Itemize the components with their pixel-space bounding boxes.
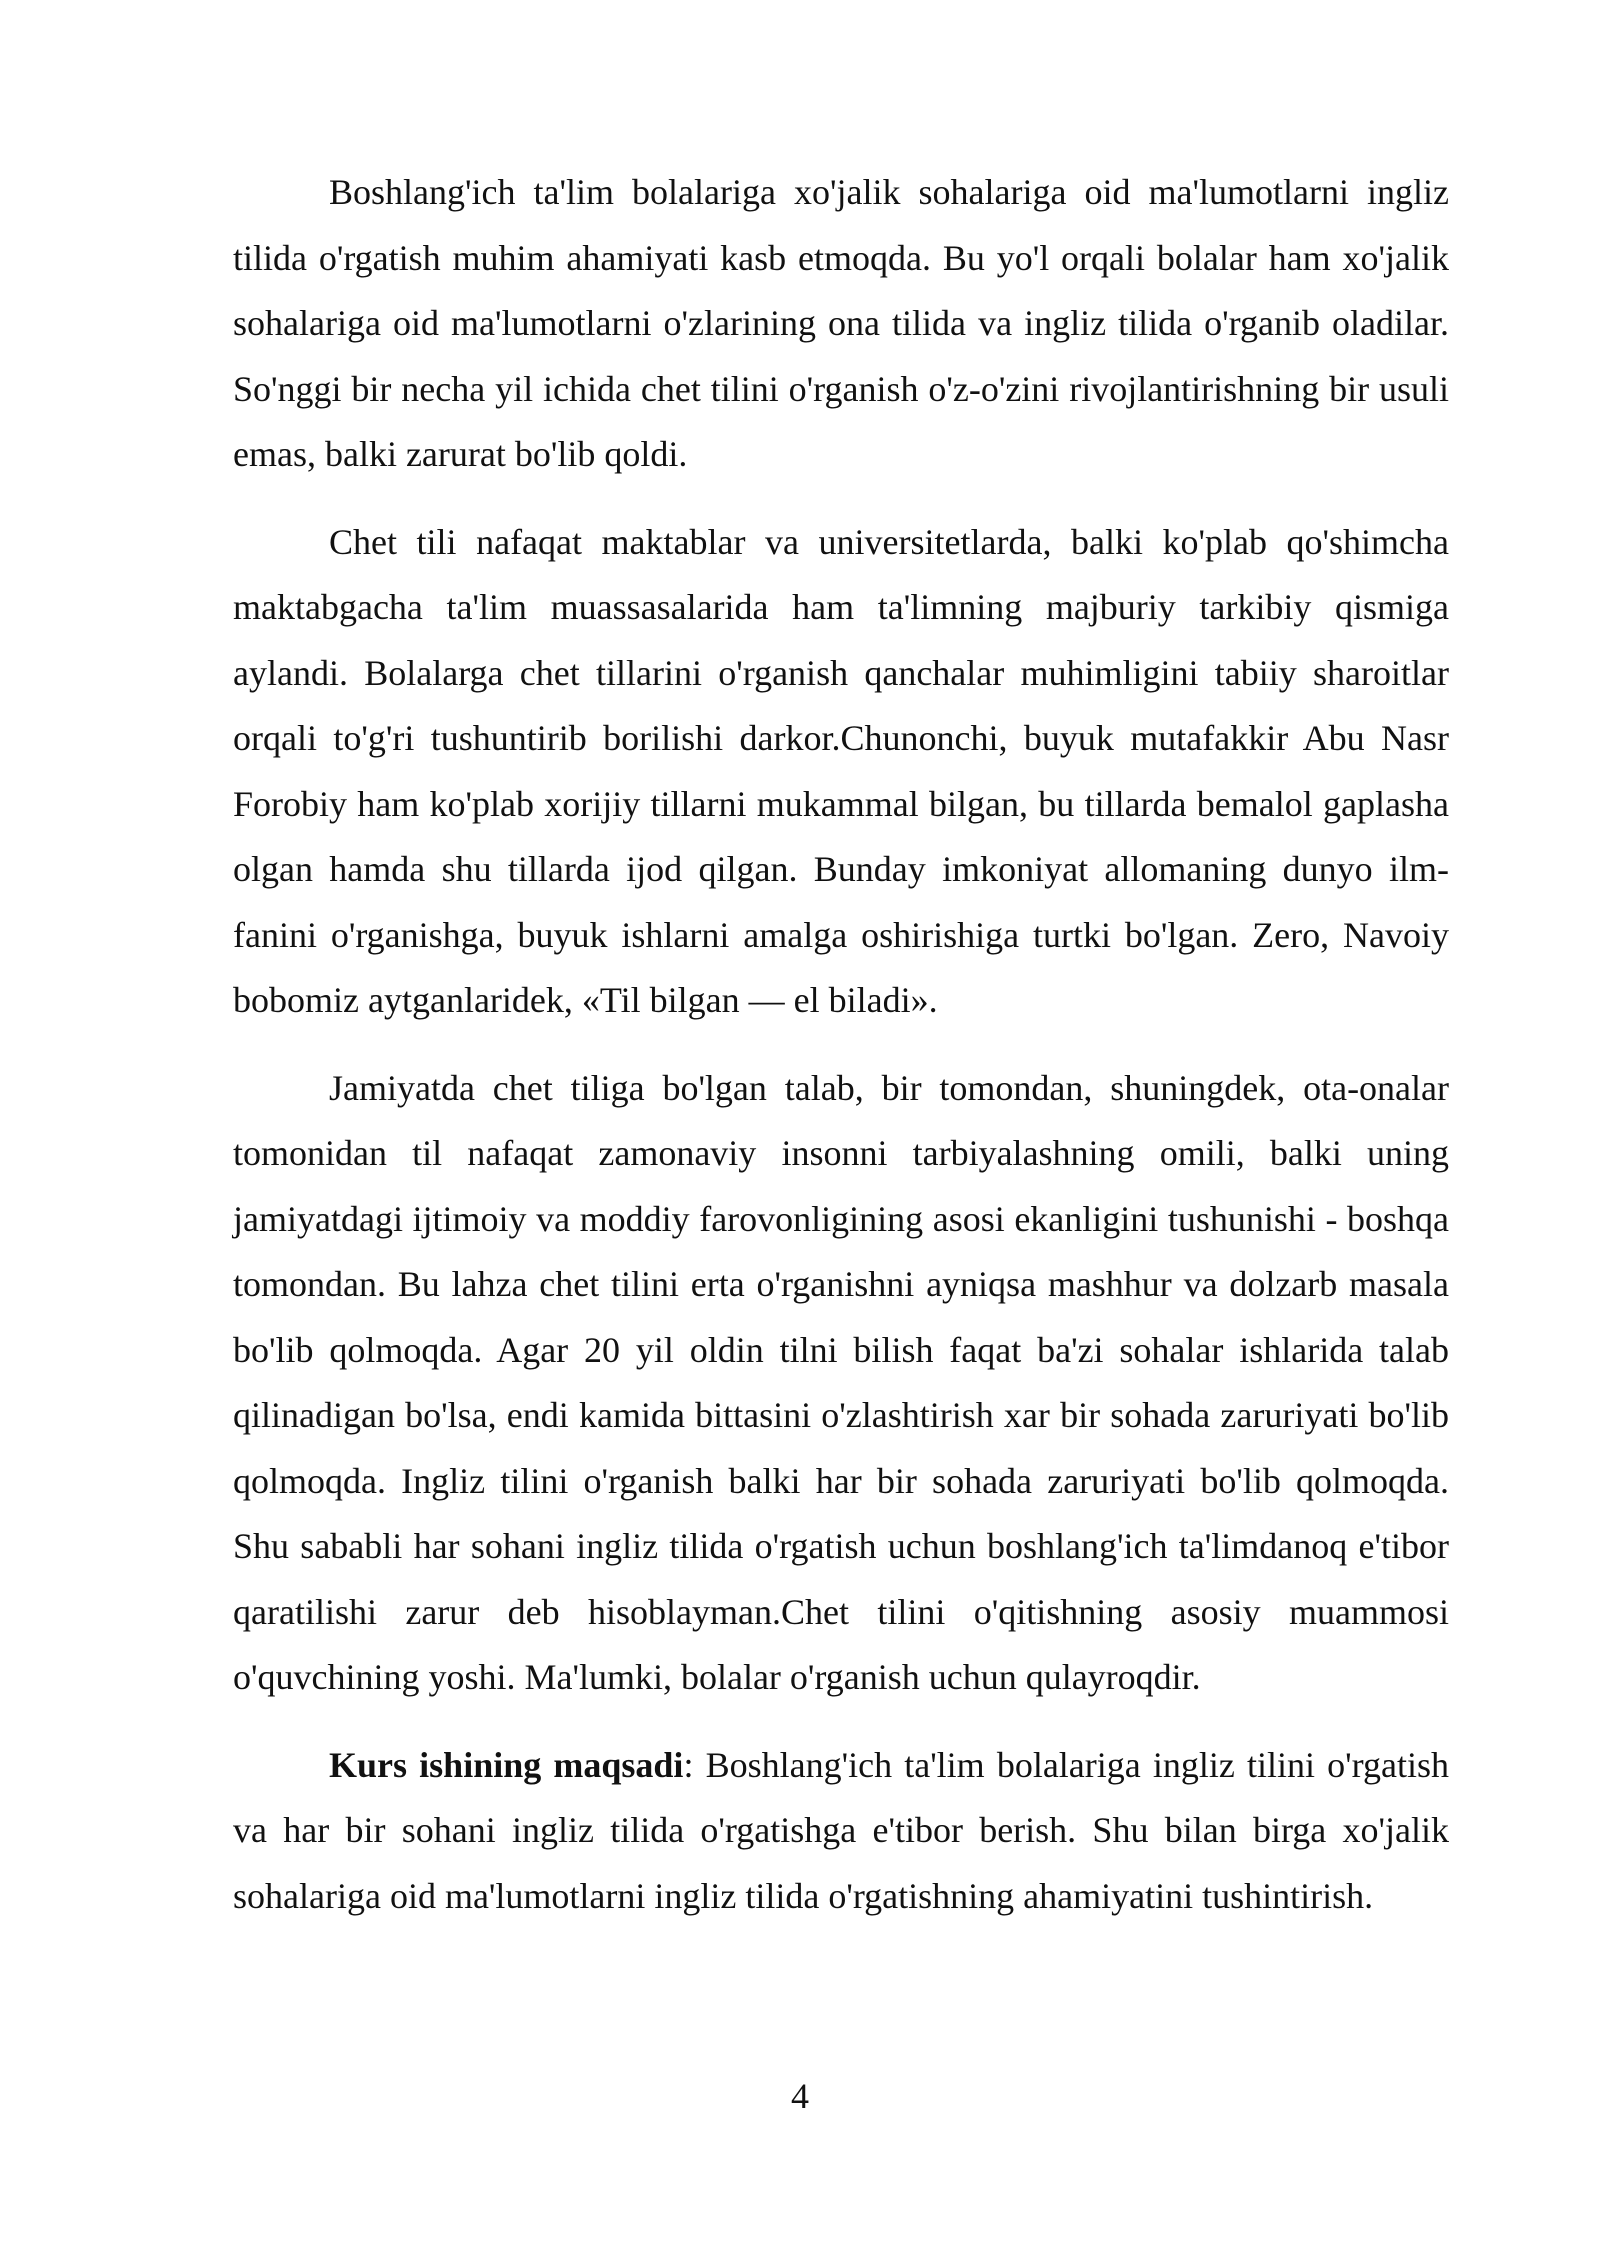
course-goal-separator: : bbox=[683, 1744, 706, 1785]
course-goal-text: Boshlang'ich ta'lim bolalariga ingliz tilini o'rgatish va har bir sohani ingliz tilida o'rgatishga e'tibor berish. Shu bilan birga xo'jalik sohalariga oid ma'lumotlarni ingliz tilida o'rgatishning ahamiyatini tushintirish. bbox=[233, 1744, 1449, 1916]
paragraph-society-demand: Jamiyatda chet tiliga bo'lgan talab, bir tomondan, shuningdek, ota-onalar tomonidan til nafaqat zamonaviy insonni tarbiyalashning omili, balki uning jamiyatdagi ijtimoiy va moddiy farovonligining asosi ekanligini tushunishi - boshqa tomondan. Bu lahza chet tilini erta o'rganishni ayniqsa mashhur va dolzarb masala bo'lib qolmoqda. Agar 20 yil oldin tilni bilish faqat ba'zi sohalar ishlarida talab qilinadigan bo'lsa, endi kamida bittasini o'zlashtirish xar bir sohada zaruriyati bo'lib qolmoqda. Ingliz tilini o'rganish balki har bir sohada zaruriyati bo'lib qolmoqda. Shu sababli har sohani ingliz tilida o'rgatish uchun boshlang'ich ta'limdanoq e'tibor qaratilishi zarur deb hisoblayman.Chet tilini o'qitishning asosiy muammosi o'quvchining yoshi. Ma'lumki, bolalar o'rganish uchun qulayroqdir. bbox=[233, 1067, 1449, 1697]
paragraph-intro: Boshlang'ich ta'lim bolalariga xo'jalik sohalariga oid ma'lumotlarni ingliz tilida o'rgatish muhim ahamiyati kasb etmoqda. Bu yo'l orqali bolalar ham xo'jalik sohalariga oid ma'lumotlarni o'zlarining ona tilida va ingliz tilida o'rganib oladilar. So'nggi bir necha yil ichida chet tilini o'rganish o'z-o'zini rivojlantirishning bir usuli emas, balki zarurat bo'lib qoldi. bbox=[233, 172, 1449, 474]
paragraph-course-goal bbox=[233, 1733, 1449, 1930]
body-text bbox=[233, 160, 1449, 1951]
paragraph-foreign-language: Chet tili nafaqat maktablar va universitetlarda, balki ko'plab qo'shimcha maktabgacha ta'lim muassasalarida ham ta'limning majburiy tarkibiy qismiga aylandi. Bolalarga chet tillarini o'rganish qanchalar muhimligini tabiiy sharoitlar orqali to'g'ri tushuntirib borilishi darkor.Chunonchi, buyuk mutafakkir Abu Nasr Forobiy ham ko'plab xorijiy tillarni mukammal bilgan, bu tillarda bemalol gaplasha olgan hamda shu tillarda ijod qilgan. Bunday imkoniyat allomaning dunyo ilm- fanini o'rganishga, buyuk ishlarni amalga oshirishiga turtki bo'lgan. Zero, Navoiy bobomiz aytganlaridek, «Til bilgan — el biladi». bbox=[233, 521, 1449, 1020]
page-number: 4 bbox=[791, 2076, 809, 2116]
course-goal-label: Kurs ishining maqsadi bbox=[329, 1744, 684, 1785]
